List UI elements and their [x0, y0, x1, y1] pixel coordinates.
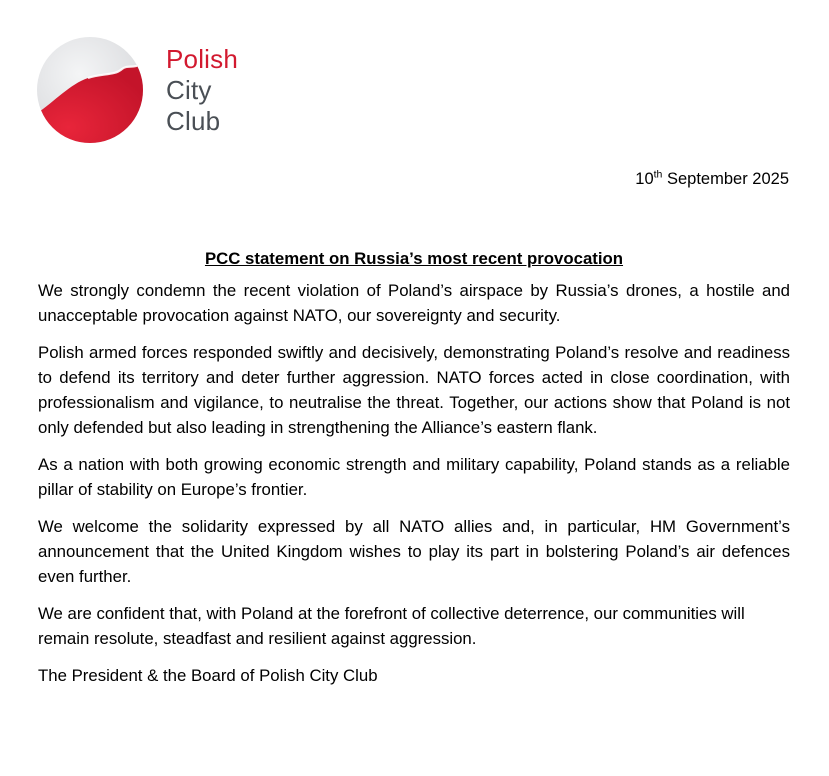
- logo-wordmark: [166, 44, 238, 137]
- paragraph-confidence: We are confident that, with Poland at the forefront of collective deterrence, our communities will remain resolute, steadfast and resilient against aggression.: [38, 604, 745, 648]
- logo-word-polish: Polish: [166, 44, 239, 74]
- signature: The President & the Board of Polish City Club: [38, 666, 378, 685]
- paragraph-stability: As a nation with both growing economic strength and military capability, Poland stands as a reliable pillar of stability on Europe’s frontier.: [38, 455, 790, 499]
- date-month-year: September 2025: [662, 170, 789, 188]
- date-ordinal-suffix: th: [653, 168, 663, 181]
- paragraph-condemnation: We strongly condemn the recent violation of Poland’s airspace by Russia’s drones, a hostile and unacceptable provocation against NATO, our sovereignty and security.: [38, 281, 790, 325]
- logo-circle-icon: [36, 36, 144, 144]
- logo-word-city: City: [166, 75, 212, 105]
- statement-title: PCC statement on Russia’s most recent provocation: [204, 249, 624, 268]
- statement-date: [635, 168, 789, 190]
- paragraph-armed-forces: Polish armed forces responded swiftly and decisively, demonstrating Poland’s resolve and readiness to defend its territory and deter further aggression. NATO forces acted in close coordination, with professionalism and vigilance, to neutralise the threat. Together, our actions show that Poland is not only defended but also leading in strengthening the Alliance’s eastern flank.: [38, 343, 790, 437]
- date-day: 10: [635, 170, 654, 188]
- polish-city-club-logo: [36, 36, 246, 148]
- statement-body: [38, 246, 790, 688]
- paragraph-solidarity: We welcome the solidarity expressed by all NATO allies and, in particular, HM Government’s announcement that the United Kingdom wishes to play its part in bolstering Poland’s air defences even further.: [38, 517, 790, 586]
- logo-word-club: Club: [166, 106, 221, 136]
